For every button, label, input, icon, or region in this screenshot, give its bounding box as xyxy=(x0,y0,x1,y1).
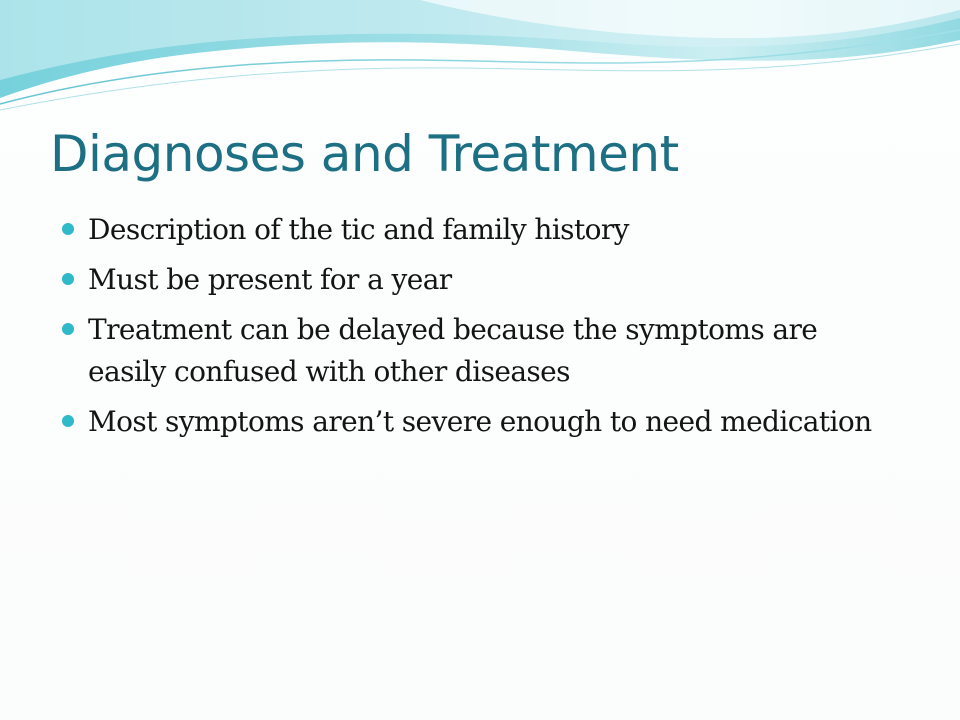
bullet-item xyxy=(62,309,902,393)
bullet-dot-icon xyxy=(62,273,74,285)
header-wave-decoration xyxy=(0,0,960,130)
bullet-item xyxy=(62,401,902,443)
bullet-text: Treatment can be delayed because the symptoms are easily confused with other diseases xyxy=(88,313,818,388)
bullet-text: Must be present for a year xyxy=(88,263,452,296)
bullet-dot-icon xyxy=(62,223,74,235)
bullet-item xyxy=(62,259,902,301)
bullet-item xyxy=(62,209,902,251)
bullet-dot-icon xyxy=(62,415,74,427)
bullet-text: Description of the tic and family history xyxy=(88,213,629,246)
slide-title: Diagnoses and Treatment xyxy=(50,125,679,183)
bullet-list xyxy=(62,209,902,451)
bullet-text: Most symptoms aren’t severe enough to need medication xyxy=(88,405,872,438)
bullet-dot-icon xyxy=(62,323,74,335)
